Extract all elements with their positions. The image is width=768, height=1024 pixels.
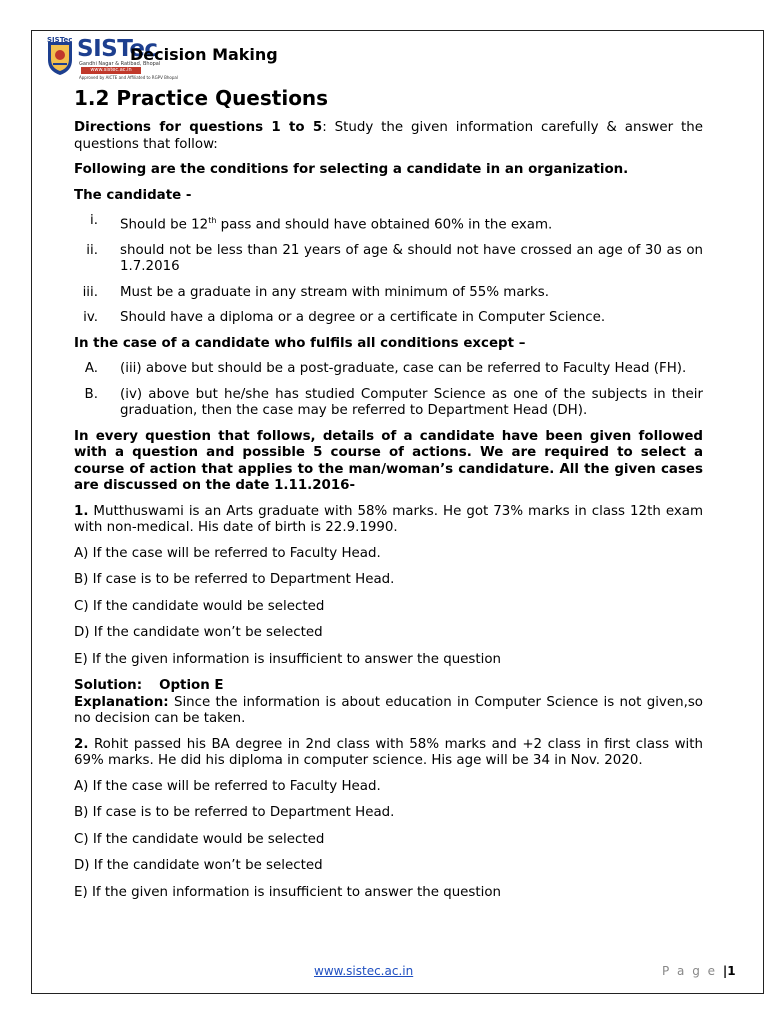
- conditions-heading: Following are the conditions for selecting a candidate in an organization.: [74, 162, 629, 177]
- question-number: 1.: [74, 503, 89, 519]
- condition-text: Must be a graduate in any stream with minimum of 55% marks.: [120, 284, 550, 300]
- explanation: [74, 695, 703, 728]
- exception-text: (iii) above but should be a post-graduate, case can be referred to Faculty Head (FH).: [120, 361, 687, 377]
- question-1: [74, 504, 703, 537]
- footer-link[interactable]: www.sistec.ac.in: [314, 964, 414, 978]
- question-text: Rohit passed his BA degree in 2nd class with 58% marks and +2 class in first class with 69% marks. He did his diploma in computer science. His age will be 34 in Nov. 2020.: [74, 736, 703, 769]
- condition-item: [74, 213, 703, 234]
- list-marker: B.: [84, 386, 98, 402]
- logo-approval: Approved by AICTE and Affiliated to RGPV Bhopal: [79, 75, 178, 80]
- explanation-label: Explanation:: [74, 694, 169, 710]
- exception-text: (iv) above but he/she has studied Computer Science as one of the subjects in their graduation, then the case may be referred to Department Head (DH).: [120, 386, 703, 419]
- page-separator: |: [722, 964, 728, 978]
- option-d: D) If the candidate won’t be selected: [74, 625, 323, 641]
- condition-item: [74, 243, 703, 276]
- option-e: E) If the given information is insufficient to answer the question: [74, 651, 502, 667]
- question-text: Mutthuswami is an Arts graduate with 58% marks. He got 73% marks in class 12th exam with non-medical. His date of birth is 22.9.1990.: [74, 503, 703, 536]
- sistec-logo: [47, 36, 178, 80]
- logo-url: www.sistec.ac.in: [81, 67, 141, 74]
- page-label: P a g e: [662, 964, 718, 978]
- list-marker: ii.: [86, 242, 98, 258]
- list-marker: iii.: [82, 284, 98, 300]
- solution-label: Solution:: [74, 678, 143, 694]
- directions-lead: Directions for questions 1 to 5: [74, 120, 323, 135]
- section-title: 1.2 Practice Questions: [74, 86, 329, 110]
- exception-item: [74, 387, 703, 420]
- option-b: B) If case is to be referred to Department Head.: [74, 572, 395, 588]
- option-c: C) If the candidate would be selected: [74, 598, 325, 614]
- condition-text: pass and should have obtained 60% in the exam.: [216, 217, 553, 233]
- list-marker: iv.: [83, 310, 98, 326]
- directions-text: : Study the given information carefully & answer the questions that follow:: [74, 120, 703, 152]
- condition-text: should not be less than 21 years of age & should not have crossed an age of 30 as on 1.7.2016: [120, 242, 703, 275]
- option-e: E) If the given information is insufficient to answer the question: [74, 884, 502, 900]
- instructions: In every question that follows, details of a candidate have been given followed with a question and possible 5 course of actions. We are required to select a course of action that applies to the man/woman’s candidature. All the given cases are discussed on the date 1.11.2016-: [74, 428, 703, 494]
- option-d: D) If the candidate won’t be selected: [74, 858, 323, 874]
- list-marker: A.: [84, 361, 98, 377]
- explanation-text: Since the information is about education in Computer Science is not given,so no decision can be taken.: [74, 694, 703, 727]
- option-a: A) If the case will be referred to Faculty Head.: [74, 545, 381, 561]
- page-num: 1: [727, 964, 736, 978]
- candidate-label: The candidate -: [74, 187, 192, 203]
- option-b: B) If case is to be referred to Department Head.: [74, 805, 395, 821]
- condition-text: Should have a diploma or a degree or a certificate in Computer Science.: [120, 310, 606, 326]
- superscript: th: [208, 216, 217, 225]
- exception-item: [74, 361, 703, 378]
- logo-brand: SISTec: [77, 36, 158, 62]
- page-number: [662, 964, 736, 978]
- condition-item: [74, 310, 703, 327]
- solution: [74, 678, 703, 695]
- header-title: Decision Making: [130, 45, 278, 64]
- exception-heading: In the case of a candidate who fulfils all conditions except –: [74, 335, 526, 351]
- option-a: A) If the case will be referred to Faculty Head.: [74, 778, 381, 794]
- document-body: [74, 86, 703, 911]
- logo-address: Gandhi Nagar & Ratibad, Bhopal: [79, 61, 161, 67]
- list-marker: i.: [90, 213, 98, 228]
- option-c: C) If the candidate would be selected: [74, 831, 325, 847]
- question-number: 2.: [74, 736, 89, 752]
- solution-value: Option E: [159, 678, 224, 694]
- directions: [74, 120, 703, 153]
- logo-small-text: SISTec: [47, 36, 73, 44]
- condition-item: [74, 285, 703, 302]
- question-2: [74, 737, 703, 770]
- condition-text: Should be 12: [120, 217, 209, 233]
